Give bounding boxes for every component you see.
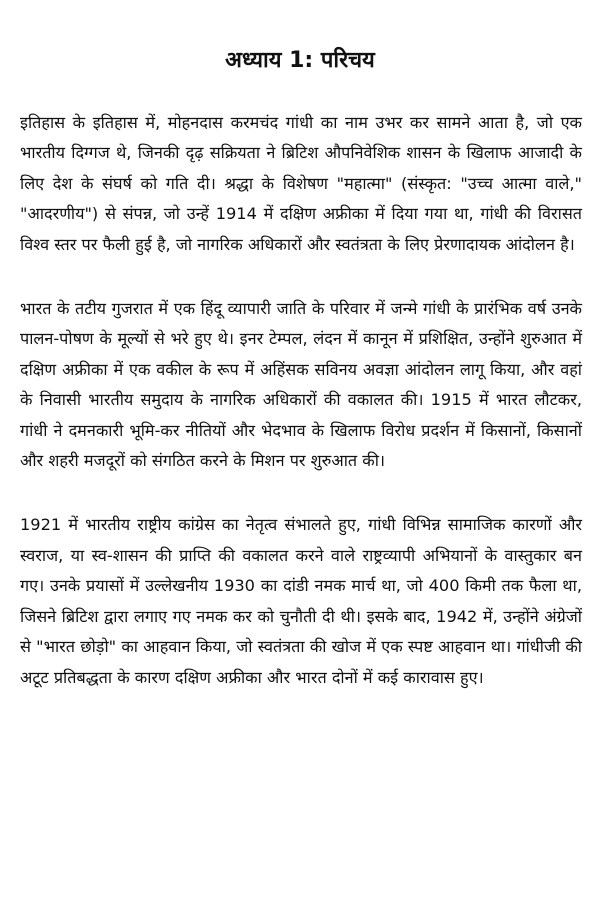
chapter-body [20, 108, 582, 727]
paragraph-leadership: 1921 में भारतीय राष्ट्रीय कांग्रेस का नेतृत्व संभालते हुए, गांधी विभिन्न सामाजिक कारणों और स्वराज, या स्व-शासन की प्राप्ति की वकालत करने वाले राष्ट्रव्यापी अभियानों के वास्तुकार बन गए। उनके प्रयासों में उल्लेखनीय 1930 का दांडी नमक मार्च था, जो 400 किमी तक फैला था, जिसने ब्रिटिश द्वारा लगाए गए नमक कर को चुनौती दी थी। इसके बाद, 1942 में, उन्होंने अंग्रेजों से "भारत छोड़ो" का आहवान किया, जो स्वतंत्रता की खोज में एक स्पष्ट आहवान था। गांधीजी की अटूट प्रतिबद्धता के कारण दक्षिण अफ्रीका और भारत दोनों में कई कारावास हुए। [20, 515, 582, 687]
paragraph-early-life: भारत के तटीय गुजरात में एक हिंदू व्यापारी जाति के परिवार में जन्मे गांधी के प्रारंभिक वर्ष उनके पालन-पोषण के मूल्यों से भरे हुए थे। इनर टेम्पल, लंदन में कानून में प्रशिक्षित, उन्होंने शुरुआत में दक्षिण अफ्रीका में एक वकील के रूप में अहिंसक सविनय अवज्ञा आंदोलन लागू किया, और वहां के निवासी भारतीय समुदाय के नागरिक अधिकारों की वकालत की। 1915 में भारत लौटकर, गांधी ने दमनकारी भूमि-कर नीतियों और भेदभाव के खिलाफ विरोध प्रदर्शन में किसानों, किसानों और शहरी मजदूरों को संगठित करने के मिशन पर शुरुआत की। [20, 299, 582, 471]
chapter-title: अध्याय 1: परिचय [225, 48, 375, 73]
paragraph-intro: इतिहास के इतिहास में, मोहनदास करमचंद गांधी का नाम उभर कर सामने आता है, जो एक भारतीय दिग्गज थे, जिनकी दृढ़ सक्रियता ने ब्रिटिश औपनिवेशिक शासन के खिलाफ आजादी के लिए देश के संघर्ष को गति दी। श्रद्धा के विशेषण "महात्मा" (संस्कृत: "उच्च आत्मा वाले," "आदरणीय") से संपन्न, जो उन्हें 1914 में दक्षिण अफ्रीका में दिया गया था, गांधी की विरासत विश्व स्तर पर फैली हुई है, जो नागरिक अधिकारों और स्वतंत्रता के लिए प्रेरणादायक आंदोलन है। [20, 113, 582, 254]
